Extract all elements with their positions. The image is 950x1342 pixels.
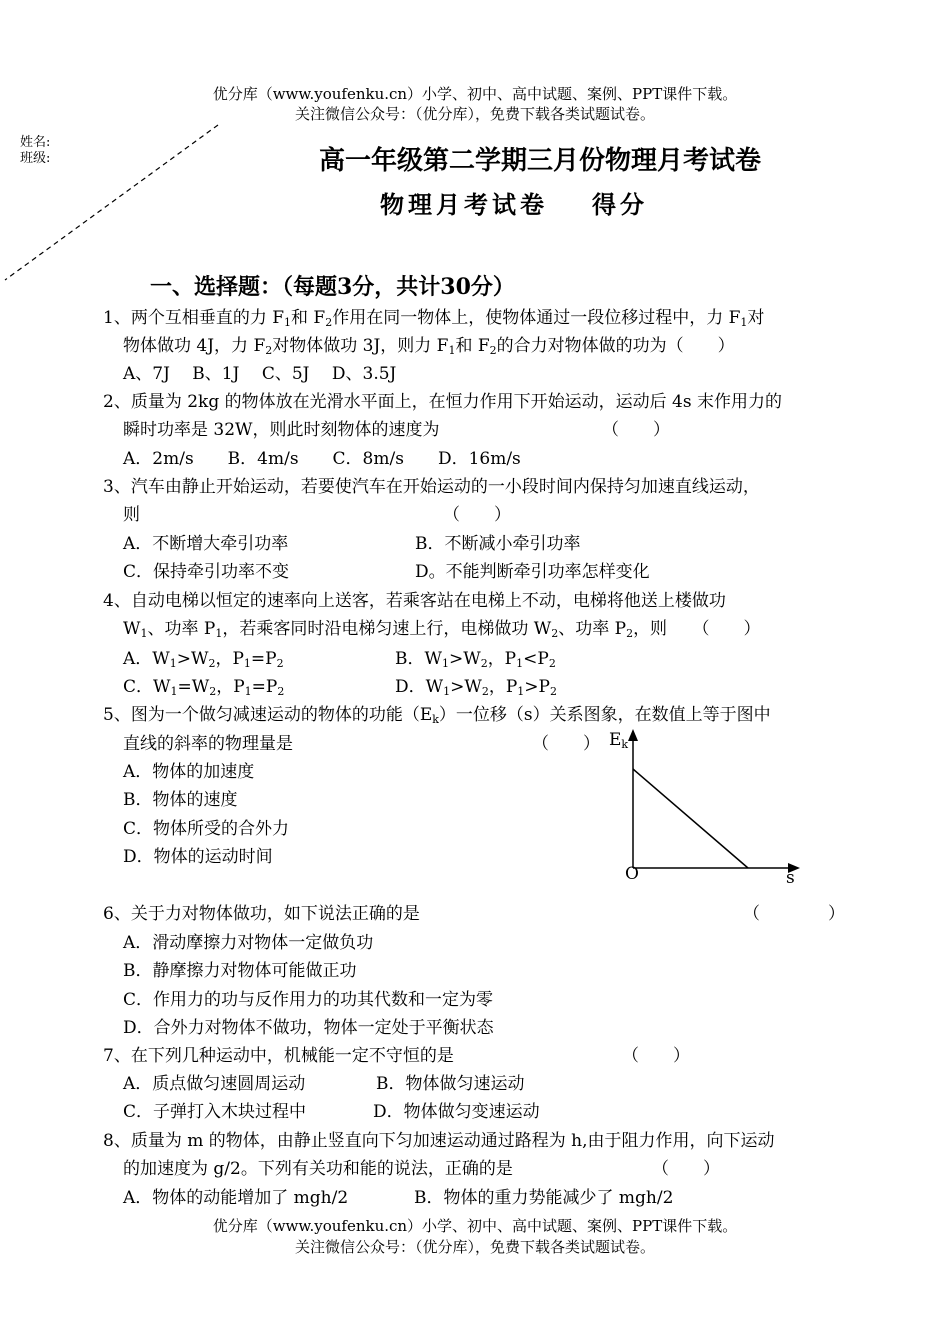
q8-answer-paren: （ ）	[652, 1159, 720, 1179]
ek-s-graph	[610, 725, 810, 885]
header-line-1: 优分库（www.youfenku.cn）小学、初中、高中试题、案例、PPT课件下载。	[212, 85, 738, 103]
q4-option-b: B．$W_1>W_2$，$P_1<P_2$	[395, 649, 556, 670]
graph-ek-line	[633, 769, 748, 868]
q4-line-1: 4、自动电梯以恒定的速率向上送客，若乘客站在电梯上不动，电梯将他送上楼做功	[103, 591, 726, 611]
q1-line-2: 物体做功 4J，力 $F_2$对物体做功 3J，则力 $F_1$和 $F_2$的合力对物体做的功为（ ）	[123, 336, 735, 357]
q5-option-d: D．物体的运动时间	[123, 847, 273, 867]
q2-options: A．2m/s B．4m/s C．8m/s D．16m/s	[123, 449, 521, 469]
q6-answer-paren: （ ）	[743, 904, 845, 924]
q4-line-2: $W_1$、功率 $P_1$，若乘客同时沿电梯匀速上行，电梯做功 $W_2$、功率 $P_2$，则 （ ）	[123, 619, 761, 640]
footer-line-1: 优分库（www.youfenku.cn）小学、初中、高中试题、案例、PPT课件下载。	[212, 1217, 738, 1235]
q7-option-c: C．子弹打入木块过程中	[123, 1102, 307, 1122]
name-label: 姓名:	[20, 135, 51, 150]
graph-x-label: s	[786, 868, 795, 888]
footer-line-2: 关注微信公众号：（优分库），免费下载各类试题试卷。	[294, 1238, 655, 1256]
q7-answer-paren: （ ）	[622, 1046, 690, 1066]
q4-option-d: D．$W_1>W_2$，$P_1>P_2$	[395, 677, 557, 698]
exam-subtitle-row	[380, 185, 648, 220]
q5-option-b: B．物体的速度	[123, 790, 238, 810]
q5-answer-paren: （ ）	[532, 734, 600, 754]
class-label: 班级:	[20, 151, 51, 166]
header-line-2: 关注微信公众号：（优分库），免费下载各类试题试卷。	[294, 105, 655, 123]
q6-line-1: 6、关于力对物体做功，如下说法正确的是	[103, 904, 420, 924]
q4-option-a: A．$W_1>W_2$，$P_1=P_2$	[123, 649, 284, 670]
q7-option-d: D．物体做匀变速运动	[373, 1102, 540, 1122]
q8-option-b: B．物体的重力势能减少了 mgh/2	[414, 1188, 674, 1208]
q3-line-2: 则	[123, 505, 140, 525]
graph-origin-label: O	[625, 864, 639, 884]
q6-option-b: B．静摩擦力对物体可能做正功	[123, 961, 357, 981]
graph-y-label: $E_k$	[609, 730, 629, 751]
q5-line-1: 5、图为一个做匀减速运动的物体的功能$(E_k)$一位移（s）关系图象，在数值上等于图中	[103, 705, 771, 726]
exam-subtitle: 物理月考试卷	[380, 190, 548, 219]
q1-options: A、7J B、1J C、5J D、3.5J	[123, 364, 397, 384]
score-label: 得分	[592, 190, 648, 219]
section-heading: 一、选择题：（每题3分，共计30分）	[150, 274, 515, 300]
q3-option-b: B．不断减小牵引功率	[415, 534, 581, 554]
q2-line-2: 瞬时功率是 32W，则此时刻物体的速度为	[123, 420, 440, 440]
q8-option-a: A．物体的动能增加了 mgh/2	[123, 1188, 349, 1208]
q7-option-b: B．物体做匀速运动	[376, 1074, 525, 1094]
q7-option-a: A．质点做匀速圆周运动	[123, 1074, 306, 1094]
graph-y-arrow	[628, 729, 638, 741]
q3-answer-paren: （ ）	[443, 505, 511, 525]
q4-option-c: C．$W_1=W_2$，$P_1=P_2$	[123, 677, 285, 698]
q7-line-1: 7、在下列几种运动中，机械能一定不守恒的是	[103, 1046, 454, 1066]
q3-line-1: 3、汽车由静止开始运动，若要使汽车在开始运动的一小段时间内保持匀加速直线运动，	[103, 477, 760, 497]
q1-line-1: 1、两个互相垂直的力 $F_1$和 $F_2$作用在同一物体上，使物体通过一段位移过程中，力 $F_1$对	[103, 308, 765, 329]
q8-line-1: 8、质量为 m 的物体，由静止竖直向下匀加速运动通过路程为 h,由于阻力作用，向下运动	[103, 1131, 775, 1151]
q2-answer-paren: （ ）	[602, 420, 670, 440]
q3-option-c: C．保持牵引功率不变	[123, 562, 290, 582]
q6-option-d: D．合外力对物体不做功，物体一定处于平衡状态	[123, 1018, 494, 1038]
q2-line-1: 2、质量为 2kg 的物体放在光滑水平面上，在恒力作用下开始运动，运动后 4s 末作用力的	[103, 392, 782, 412]
q3-option-a: A．不断增大牵引功率	[123, 534, 289, 554]
exam-title: 高一年级第二学期三月份物理月考试卷	[318, 146, 761, 176]
q6-option-c: C．作用力的功与反作用力的功其代数和一定为零	[123, 990, 494, 1010]
q6-option-a: A．滑动摩擦力对物体一定做负功	[123, 933, 374, 953]
q8-line-2: 的加速度为 g/2。下列有关功和能的说法，正确的是	[123, 1159, 513, 1179]
q5-option-a: A．物体的加速度	[123, 762, 255, 782]
q3-option-d: D。不能判断牵引功率怎样变化	[415, 562, 650, 582]
q5-line-2: 直线的斜率的物理量是	[123, 734, 293, 754]
q5-option-c: C．物体所受的合外力	[123, 819, 290, 839]
